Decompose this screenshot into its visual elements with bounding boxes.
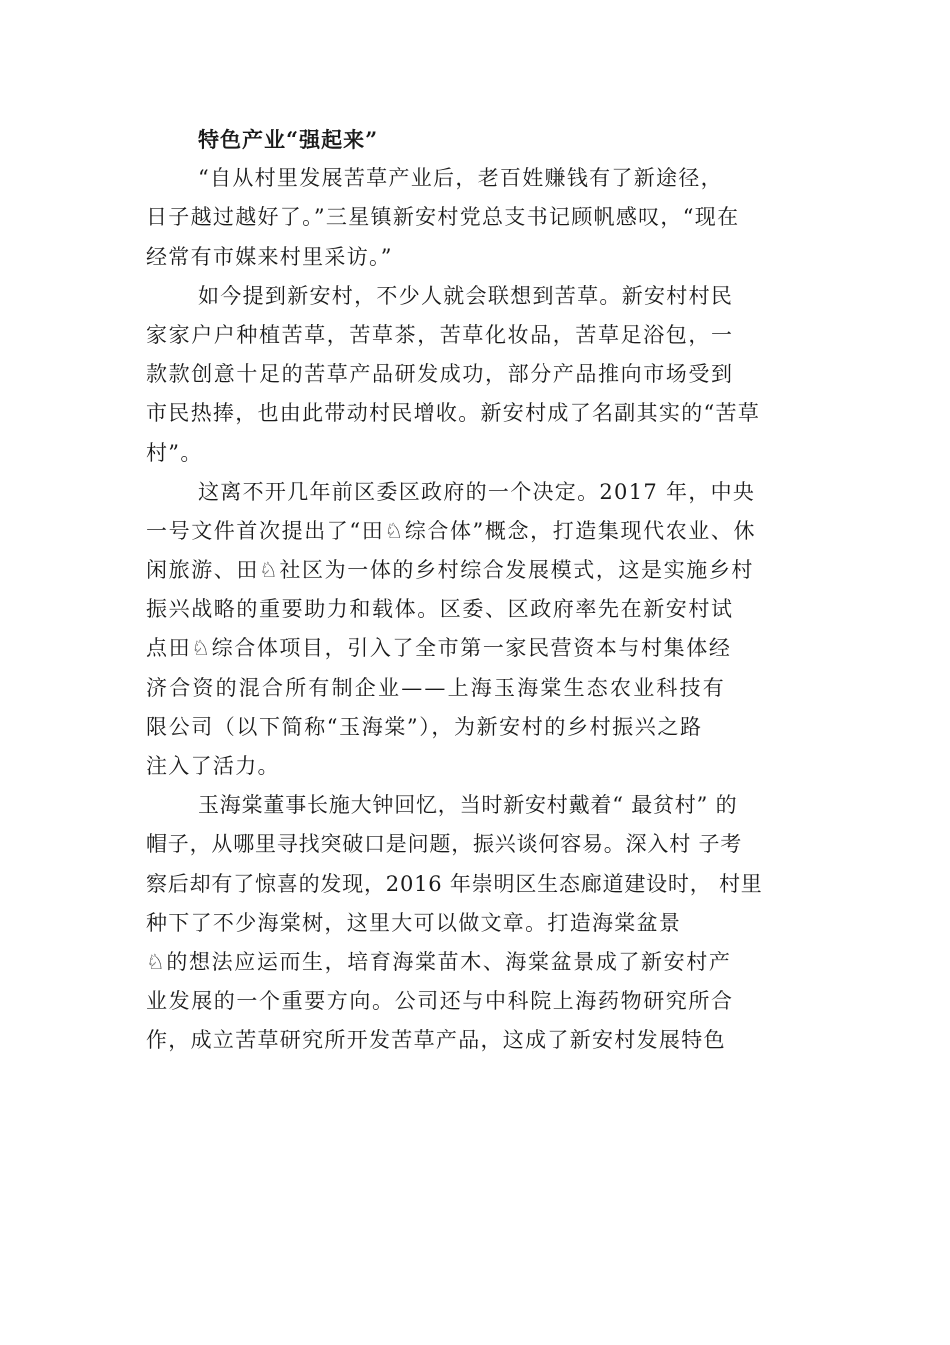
paragraph-line: 察后却有了惊喜的发现，2016 年崇明区生态廊道建设时， 村里	[146, 871, 763, 896]
paragraph-line: 帽子，从哪里寻找突破口是问题，振兴谈何容易。深入村 子考	[146, 832, 743, 857]
paragraph-line: 一号文件首次提出了“田♘综合体”概念，打造集现代农业、休	[146, 518, 757, 543]
paragraph-line: ♘的想法应运而生，培育海棠苗木、海棠盆景成了新安村产	[146, 949, 732, 974]
paragraph-line: 市民热捧，也由此带动村民增收。新安村成了名副其实的“苦草	[146, 401, 761, 426]
paragraph-line: 作，成立苦草研究所开发苦草产品，这成了新安村发展特色	[146, 1028, 726, 1053]
paragraph-line: 闲旅游、田♘社区为一体的乡村综合发展模式，这是实施乡村	[146, 558, 755, 583]
article-body	[146, 120, 836, 1061]
paragraph-line: 经常有市媒来村里采访。”	[146, 244, 393, 269]
paragraph-line: 如今提到新安村，不少人就会联想到苦草。新安村村民	[198, 283, 734, 308]
paragraph-line: 济合资的混合所有制企业——上海玉海棠生态农业科技有	[146, 675, 726, 700]
paragraph-line: 款款创意十足的苦草产品研发成功，部分产品推向市场受到	[146, 362, 734, 387]
paragraph-line: 家家户户种植苦草，苦草茶，苦草化妆品，苦草足浴包，一	[146, 322, 734, 347]
paragraph-line: “自从村里发展苦草产业后，老百姓赚钱有了新途径，	[198, 166, 723, 191]
paragraph-line: 振兴战略的重要助力和载体。区委、区政府率先在新安村试	[146, 597, 734, 622]
section-heading: 特色产业“强起来”	[198, 127, 379, 152]
paragraph-line: 业发展的一个重要方向。公司还与中科院上海药物研究所合	[146, 989, 734, 1014]
paragraph-line: 日子越过越好了。”三星镇新安村党总支书记顾帆感叹，“现在	[146, 205, 740, 230]
paragraph-line: 村”。	[146, 440, 203, 465]
paragraph-line: 注入了活力。	[146, 754, 280, 778]
paragraph-line: 玉海棠董事长施大钟回忆，当时新安村戴着“ 最贫村” 的	[198, 793, 738, 818]
paragraph-line: 点田♘综合体项目，引入了全市第一家民营资本与村集体经	[146, 636, 732, 661]
paragraph-line: 这离不开几年前区委区政府的一个决定。2017 年，中央	[198, 479, 756, 504]
paragraph-line: 限公司（以下简称“玉海棠”），为新安村的乡村振兴之路	[146, 714, 703, 739]
paragraph-line: 种下了不少海棠树，这里大可以做文章。打造海棠盆景	[146, 910, 682, 935]
